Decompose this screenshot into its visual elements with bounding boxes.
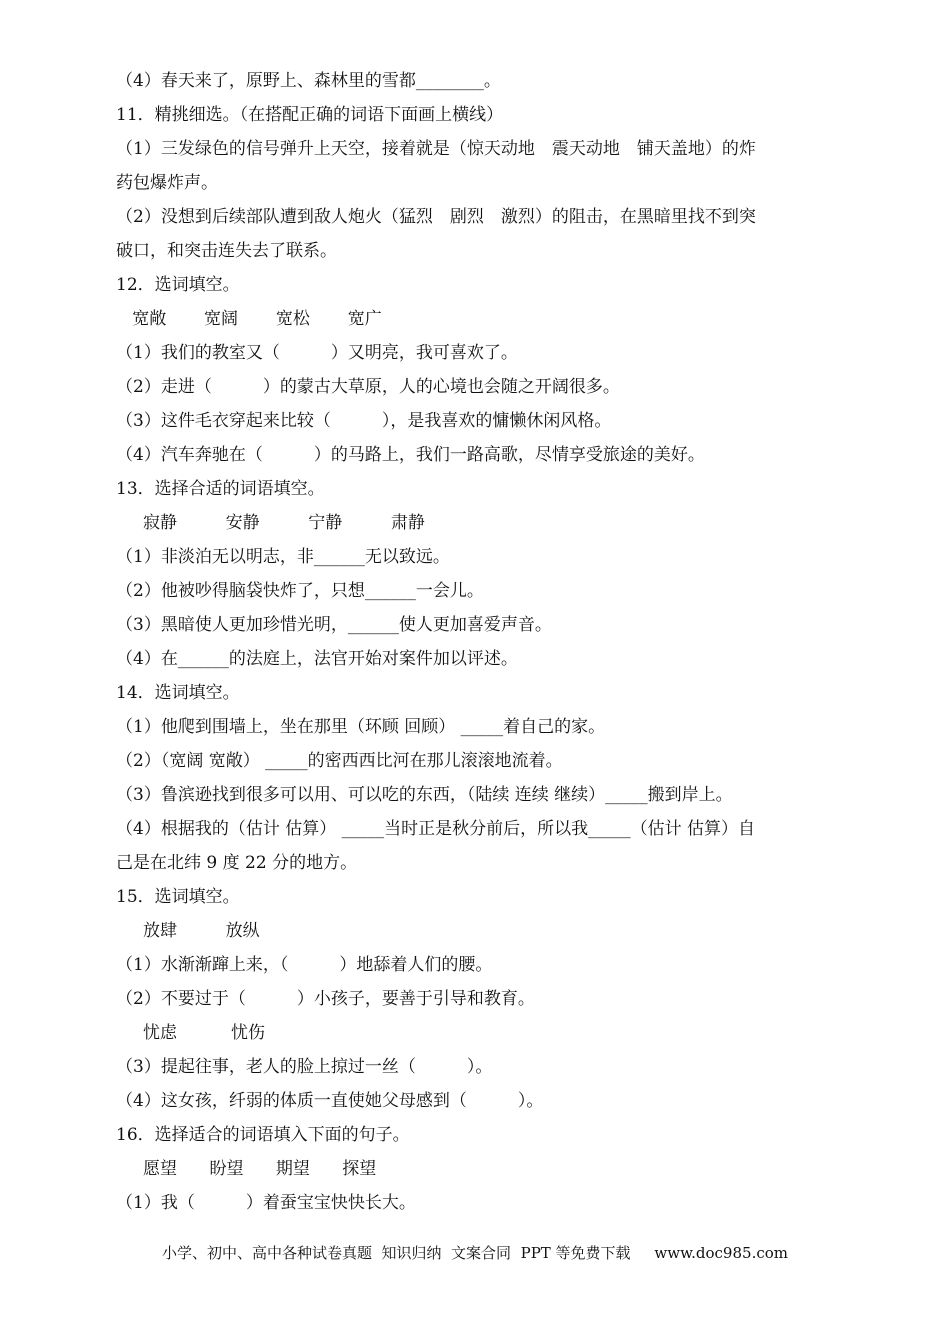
question-heading: 15．选词填空。 [116,887,240,907]
word-choices: 愿望 盼望 期望 探望 [116,1159,377,1179]
text-line: 己是在北纬 9 度 22 分的地方。 [116,853,358,873]
word-choices: 宽敞 宽阔 宽松 宽广 [116,309,382,329]
text-line: （1）三发绿色的信号弹升上天空，接着就是（惊天动地 震天动地 铺天盖地）的炸 [116,139,756,159]
text-line: （1）非淡泊无以明志，非______无以致远。 [116,547,450,567]
text-line: （1）我（ ）着蚕宝宝快快长大。 [116,1193,416,1213]
text-line: （2）走进（ ）的蒙古大草原，人的心境也会随之开阔很多。 [116,377,620,397]
text-line: （1）我们的教室又（ ）又明亮，我可喜欢了。 [116,343,518,363]
text-line: （3）黑暗使人更加珍惜光明，______使人更加喜爱声音。 [116,615,552,635]
text-line: （1）他爬到围墙上，坐在那里（环顾 回顾） _____着自己的家。 [116,717,606,737]
text-line: （3）这件毛衣穿起来比较（ ），是我喜欢的慵懒休闲风格。 [116,411,612,431]
page-footer: 小学、初中、高中各种试卷真题 知识归纳 文案合同 PPT 等免费下载 www.doc985.com [161,1244,788,1262]
text-line: （4）这女孩，纤弱的体质一直使她父母感到（ ）。 [116,1091,544,1111]
text-line: （2）没想到后续部队遭到敌人炮火（猛烈 剧烈 激烈）的阻击，在黑暗里找不到突 [116,207,756,227]
text-line: （2）他被吵得脑袋快炸了，只想______一会儿。 [116,581,484,601]
word-choices: 寂静 安静 宁静 肃静 [116,513,425,533]
question-heading: 12．选词填空。 [116,275,240,295]
text-line: 药包爆炸声。 [116,173,218,193]
text-line: （4）在______的法庭上，法官开始对案件加以评述。 [116,649,518,669]
word-choices: 忧虑 忧伤 [116,1023,266,1043]
text-line: （3）提起往事，老人的脸上掠过一丝（ ）。 [116,1057,493,1077]
question-heading: 14．选词填空。 [116,683,240,703]
text-line: （4）春天来了，原野上、森林里的雪都________。 [116,71,501,91]
text-line: （4）根据我的（估计 估算） _____当时正是秋分前后，所以我_____（估计 估算）自 [116,819,756,839]
text-line: （2）（宽阔 宽敞） _____的密西西比河在那儿滚滚地流着。 [116,751,563,771]
text-line: 破口，和突击连失去了联系。 [116,241,337,261]
text-line: （4）汽车奔驰在（ ）的马路上，我们一路高歌，尽情享受旅途的美好。 [116,445,705,465]
text-line: （2）不要过于（ ）小孩子，要善于引导和教育。 [116,989,535,1009]
text-line: （1）水渐渐蹿上来，（ ）地舔着人们的腰。 [116,955,493,975]
question-heading: 11．精挑细选。（在搭配正确的词语下面画上横线） [116,105,504,125]
question-heading: 16．选择适合的词语填入下面的句子。 [116,1125,410,1145]
question-heading: 13．选择合适的词语填空。 [116,479,325,499]
word-choices: 放肆 放纵 [116,921,260,941]
text-line: （3）鲁滨逊找到很多可以用、可以吃的东西，（陆续 连续 继续）_____搬到岸上。 [116,785,733,805]
worksheet-content [116,64,836,1220]
